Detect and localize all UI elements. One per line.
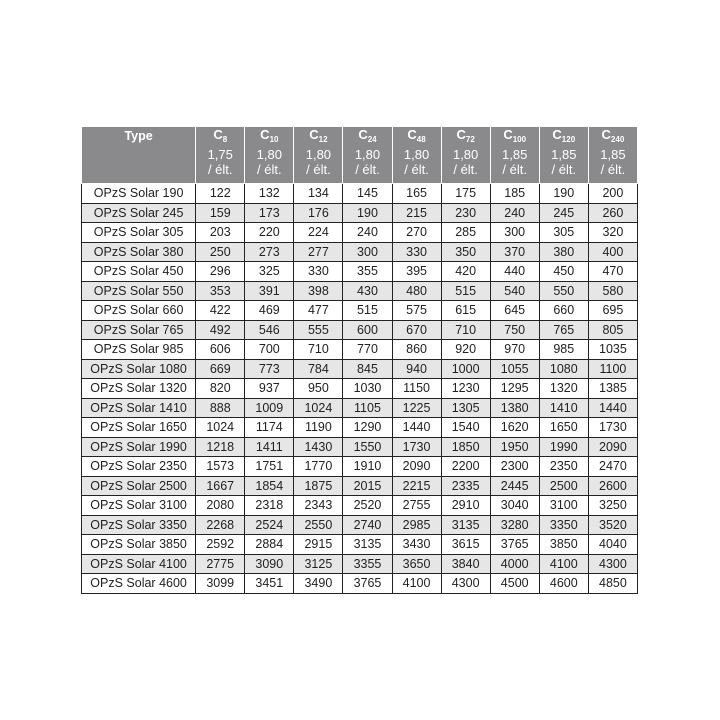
capacity-letter: C (260, 127, 270, 142)
capacity-value-cell: 145 (343, 184, 392, 204)
capacity-value-cell: 175 (441, 184, 490, 204)
capacity-value-cell: 380 (539, 242, 588, 262)
capacity-letter: C (552, 127, 562, 142)
battery-type-cell: OPzS Solar 660 (82, 301, 196, 321)
capacity-value-cell: 4850 (588, 574, 637, 594)
end-voltage: 1,80 (452, 147, 479, 162)
capacity-value-cell: 3135 (441, 515, 490, 535)
capacity-value-cell: 470 (588, 262, 637, 282)
capacity-value-cell: 1573 (196, 457, 245, 477)
end-voltage: 1,85 (600, 147, 626, 162)
capacity-value-cell: 600 (343, 320, 392, 340)
capacity-value-cell: 1225 (392, 398, 441, 418)
voltage-unit: / élt. (306, 162, 331, 177)
capacity-symbol (294, 127, 342, 147)
capacity-letter: C (456, 127, 466, 142)
capacity-value-cell: 1320 (539, 379, 588, 399)
capacity-value-cell: 4040 (588, 535, 637, 555)
capacity-value-cell: 1380 (490, 398, 539, 418)
capacity-value-cell: 285 (441, 223, 490, 243)
end-voltage: 1,85 (502, 147, 528, 162)
capacity-value-cell: 2215 (392, 476, 441, 496)
capacity-value-cell: 277 (294, 242, 343, 262)
capacity-value-cell: 3765 (490, 535, 539, 555)
capacity-value-cell: 1295 (490, 379, 539, 399)
table-row (82, 554, 638, 574)
capacity-value-cell: 440 (490, 262, 539, 282)
table-row (82, 398, 638, 418)
capacity-value-cell: 1305 (441, 398, 490, 418)
capacity-value-cell: 203 (196, 223, 245, 243)
end-voltage: 1,85 (551, 147, 577, 162)
capacity-value-cell: 1190 (294, 418, 343, 438)
capacity-value-cell: 215 (392, 203, 441, 223)
capacity-column-header (490, 127, 539, 184)
capacity-hour-rate: 48 (416, 135, 426, 144)
capacity-value-cell: 1440 (392, 418, 441, 438)
capacity-value-cell: 773 (245, 359, 294, 379)
capacity-value-cell: 305 (539, 223, 588, 243)
voltage-unit: / élt. (257, 162, 282, 177)
capacity-value-cell: 2343 (294, 496, 343, 516)
capacity-value-cell: 398 (294, 281, 343, 301)
capacity-symbol (589, 127, 637, 147)
capacity-value-cell: 1385 (588, 379, 637, 399)
capacity-value-cell: 173 (245, 203, 294, 223)
battery-type-cell: OPzS Solar 1990 (82, 437, 196, 457)
table-row (82, 515, 638, 535)
capacity-value-cell: 3090 (245, 554, 294, 574)
capacity-value-cell: 230 (441, 203, 490, 223)
capacity-value-cell: 1440 (588, 398, 637, 418)
capacity-value-cell: 2200 (441, 457, 490, 477)
capacity-value-cell: 3099 (196, 574, 245, 594)
capacity-value-cell: 3125 (294, 554, 343, 574)
capacity-value-cell: 3520 (588, 515, 637, 535)
capacity-value-cell: 1024 (294, 398, 343, 418)
capacity-value-cell: 920 (441, 340, 490, 360)
capacity-value-cell: 2910 (441, 496, 490, 516)
capacity-column-header (539, 127, 588, 184)
capacity-value-cell: 1650 (539, 418, 588, 438)
capacity-value-cell: 550 (539, 281, 588, 301)
capacity-letter: C (407, 127, 417, 142)
voltage-unit: / élt. (355, 162, 380, 177)
capacity-column-header (392, 127, 441, 184)
capacity-value-cell: 845 (343, 359, 392, 379)
battery-type-cell: OPzS Solar 305 (82, 223, 196, 243)
capacity-value-cell: 580 (588, 281, 637, 301)
capacity-value-cell: 330 (294, 262, 343, 282)
capacity-value-cell: 165 (392, 184, 441, 204)
end-voltage: 1,80 (403, 147, 430, 162)
capacity-symbol (393, 127, 441, 147)
capacity-value-cell: 575 (392, 301, 441, 321)
battery-type-cell: OPzS Solar 1080 (82, 359, 196, 379)
capacity-value-cell: 480 (392, 281, 441, 301)
capacity-hour-rate: 120 (561, 135, 576, 144)
capacity-value-cell: 224 (294, 223, 343, 243)
table-row (82, 457, 638, 477)
table-row (82, 320, 638, 340)
capacity-column-header (588, 127, 637, 184)
capacity-value-cell: 1150 (392, 379, 441, 399)
capacity-value-cell: 300 (343, 242, 392, 262)
capacity-value-cell: 1730 (392, 437, 441, 457)
capacity-value-cell: 350 (441, 242, 490, 262)
table-row (82, 281, 638, 301)
capacity-value-cell: 391 (245, 281, 294, 301)
capacity-value-cell: 3135 (343, 535, 392, 555)
battery-type-cell: OPzS Solar 3100 (82, 496, 196, 516)
voltage-unit: / élt. (453, 162, 478, 177)
capacity-table-container (81, 126, 638, 594)
capacity-value-cell: 1055 (490, 359, 539, 379)
battery-type-cell: OPzS Solar 2500 (82, 476, 196, 496)
end-voltage: 1,80 (305, 147, 332, 162)
capacity-value-cell: 606 (196, 340, 245, 360)
capacity-value-cell: 430 (343, 281, 392, 301)
table-row (82, 418, 638, 438)
capacity-value-cell: 320 (588, 223, 637, 243)
capacity-value-cell: 3040 (490, 496, 539, 516)
capacity-value-cell: 1024 (196, 418, 245, 438)
capacity-value-cell: 1410 (539, 398, 588, 418)
voltage-unit: / élt. (551, 162, 577, 177)
end-voltage: 1,80 (256, 147, 282, 162)
capacity-value-cell: 1751 (245, 457, 294, 477)
capacity-value-cell: 422 (196, 301, 245, 321)
capacity-hour-rate: 240 (610, 135, 625, 144)
capacity-value-cell: 132 (245, 184, 294, 204)
capacity-value-cell: 1218 (196, 437, 245, 457)
capacity-value-cell: 940 (392, 359, 441, 379)
capacity-value-cell: 2350 (539, 457, 588, 477)
capacity-value-cell: 3615 (441, 535, 490, 555)
capacity-value-cell: 353 (196, 281, 245, 301)
table-row (82, 476, 638, 496)
capacity-value-cell: 1290 (343, 418, 392, 438)
capacity-column-header (196, 127, 245, 184)
voltage-unit: / élt. (600, 162, 626, 177)
capacity-value-cell: 540 (490, 281, 539, 301)
capacity-value-cell: 355 (343, 262, 392, 282)
capacity-value-cell: 3765 (343, 574, 392, 594)
capacity-value-cell: 370 (490, 242, 539, 262)
capacity-value-cell: 820 (196, 379, 245, 399)
capacity-value-cell: 2500 (539, 476, 588, 496)
type-column-header: Type (82, 127, 196, 184)
battery-type-cell: OPzS Solar 1320 (82, 379, 196, 399)
table-header (82, 127, 638, 184)
capacity-value-cell: 2524 (245, 515, 294, 535)
battery-type-cell: OPzS Solar 1650 (82, 418, 196, 438)
table-row (82, 359, 638, 379)
capacity-column-header (294, 127, 343, 184)
capacity-letter: C (309, 127, 319, 142)
table-row (82, 242, 638, 262)
table-row (82, 184, 638, 204)
capacity-value-cell: 400 (588, 242, 637, 262)
voltage-unit: / élt. (502, 162, 527, 177)
capacity-value-cell: 695 (588, 301, 637, 321)
capacity-value-cell: 2470 (588, 457, 637, 477)
capacity-value-cell: 1035 (588, 340, 637, 360)
capacity-symbol (491, 127, 539, 147)
capacity-value-cell: 469 (245, 301, 294, 321)
table-row (82, 301, 638, 321)
capacity-value-cell: 3250 (588, 496, 637, 516)
capacity-value-cell: 122 (196, 184, 245, 204)
table-row (82, 535, 638, 555)
capacity-value-cell: 546 (245, 320, 294, 340)
capacity-value-cell: 1030 (343, 379, 392, 399)
table-row (82, 437, 638, 457)
table-row (82, 340, 638, 360)
capacity-value-cell: 2015 (343, 476, 392, 496)
capacity-value-cell: 750 (490, 320, 539, 340)
capacity-value-cell: 270 (392, 223, 441, 243)
battery-type-cell: OPzS Solar 190 (82, 184, 196, 204)
capacity-value-cell: 134 (294, 184, 343, 204)
capacity-value-cell: 1770 (294, 457, 343, 477)
capacity-value-cell: 2740 (343, 515, 392, 535)
capacity-value-cell: 325 (245, 262, 294, 282)
capacity-letter: C (213, 127, 223, 142)
capacity-value-cell: 555 (294, 320, 343, 340)
battery-type-cell: OPzS Solar 3350 (82, 515, 196, 535)
battery-type-cell: OPzS Solar 450 (82, 262, 196, 282)
capacity-letter: C (601, 127, 611, 142)
capacity-value-cell: 3355 (343, 554, 392, 574)
capacity-value-cell: 3850 (539, 535, 588, 555)
capacity-hour-rate: 72 (465, 135, 475, 144)
capacity-value-cell: 3350 (539, 515, 588, 535)
capacity-value-cell: 765 (539, 320, 588, 340)
capacity-value-cell: 515 (343, 301, 392, 321)
capacity-value-cell: 1910 (343, 457, 392, 477)
voltage-unit: / élt. (207, 162, 233, 177)
capacity-value-cell: 240 (490, 203, 539, 223)
table-body (82, 184, 638, 594)
capacity-value-cell: 2520 (343, 496, 392, 516)
capacity-value-cell: 190 (343, 203, 392, 223)
capacity-value-cell: 784 (294, 359, 343, 379)
capacity-value-cell: 2445 (490, 476, 539, 496)
capacity-value-cell: 200 (588, 184, 637, 204)
capacity-value-cell: 770 (343, 340, 392, 360)
capacity-value-cell: 2080 (196, 496, 245, 516)
capacity-value-cell: 645 (490, 301, 539, 321)
battery-type-cell: OPzS Solar 3850 (82, 535, 196, 555)
battery-type-cell: OPzS Solar 985 (82, 340, 196, 360)
table-row (82, 223, 638, 243)
capacity-value-cell: 296 (196, 262, 245, 282)
capacity-hour-rate: 8 (222, 135, 228, 144)
table-row (82, 496, 638, 516)
capacity-value-cell: 970 (490, 340, 539, 360)
capacity-symbol (343, 127, 391, 147)
capacity-symbol (540, 127, 588, 147)
capacity-value-cell: 937 (245, 379, 294, 399)
capacity-value-cell: 4100 (539, 554, 588, 574)
capacity-value-cell: 1009 (245, 398, 294, 418)
capacity-value-cell: 4600 (539, 574, 588, 594)
capacity-value-cell: 660 (539, 301, 588, 321)
table-row (82, 379, 638, 399)
battery-type-cell: OPzS Solar 765 (82, 320, 196, 340)
capacity-value-cell: 950 (294, 379, 343, 399)
capacity-value-cell: 2884 (245, 535, 294, 555)
capacity-hour-rate: 10 (269, 135, 279, 144)
capacity-column-header (245, 127, 294, 184)
capacity-value-cell: 2090 (392, 457, 441, 477)
capacity-value-cell: 2550 (294, 515, 343, 535)
capacity-value-cell: 4300 (588, 554, 637, 574)
capacity-hour-rate: 12 (318, 135, 328, 144)
capacity-value-cell: 2600 (588, 476, 637, 496)
capacity-value-cell: 1230 (441, 379, 490, 399)
capacity-value-cell: 1730 (588, 418, 637, 438)
capacity-value-cell: 2090 (588, 437, 637, 457)
capacity-symbol (196, 127, 244, 147)
capacity-value-cell: 710 (441, 320, 490, 340)
capacity-value-cell: 615 (441, 301, 490, 321)
capacity-value-cell: 1620 (490, 418, 539, 438)
capacity-value-cell: 1080 (539, 359, 588, 379)
capacity-value-cell: 176 (294, 203, 343, 223)
capacity-value-cell: 250 (196, 242, 245, 262)
capacity-value-cell: 3650 (392, 554, 441, 574)
capacity-value-cell: 1854 (245, 476, 294, 496)
capacity-symbol (245, 127, 293, 147)
capacity-value-cell: 3451 (245, 574, 294, 594)
capacity-value-cell: 1174 (245, 418, 294, 438)
capacity-value-cell: 395 (392, 262, 441, 282)
capacity-letter: C (358, 127, 368, 142)
capacity-value-cell: 4000 (490, 554, 539, 574)
capacity-value-cell: 1105 (343, 398, 392, 418)
capacity-value-cell: 985 (539, 340, 588, 360)
table-row (82, 262, 638, 282)
capacity-value-cell: 240 (343, 223, 392, 243)
capacity-letter: C (503, 127, 513, 142)
capacity-value-cell: 1875 (294, 476, 343, 496)
capacity-value-cell: 670 (392, 320, 441, 340)
capacity-value-cell: 477 (294, 301, 343, 321)
capacity-value-cell: 3490 (294, 574, 343, 594)
capacity-value-cell: 2915 (294, 535, 343, 555)
capacity-value-cell: 159 (196, 203, 245, 223)
capacity-value-cell: 1990 (539, 437, 588, 457)
capacity-value-cell: 2268 (196, 515, 245, 535)
battery-type-cell: OPzS Solar 1410 (82, 398, 196, 418)
capacity-value-cell: 1430 (294, 437, 343, 457)
capacity-value-cell: 450 (539, 262, 588, 282)
capacity-value-cell: 2592 (196, 535, 245, 555)
voltage-unit: / élt. (404, 162, 429, 177)
capacity-value-cell: 3100 (539, 496, 588, 516)
capacity-column-header (441, 127, 490, 184)
capacity-value-cell: 1000 (441, 359, 490, 379)
capacity-value-cell: 1411 (245, 437, 294, 457)
capacity-value-cell: 860 (392, 340, 441, 360)
battery-type-cell: OPzS Solar 245 (82, 203, 196, 223)
capacity-value-cell: 2335 (441, 476, 490, 496)
capacity-value-cell: 4100 (392, 574, 441, 594)
capacity-value-cell: 2985 (392, 515, 441, 535)
capacity-value-cell: 888 (196, 398, 245, 418)
battery-type-cell: OPzS Solar 2350 (82, 457, 196, 477)
battery-type-cell: OPzS Solar 4100 (82, 554, 196, 574)
capacity-value-cell: 220 (245, 223, 294, 243)
capacity-value-cell: 492 (196, 320, 245, 340)
capacity-value-cell: 273 (245, 242, 294, 262)
capacity-value-cell: 260 (588, 203, 637, 223)
capacity-value-cell: 185 (490, 184, 539, 204)
capacity-value-cell: 2755 (392, 496, 441, 516)
battery-type-cell: OPzS Solar 4600 (82, 574, 196, 594)
capacity-value-cell: 300 (490, 223, 539, 243)
capacity-value-cell: 805 (588, 320, 637, 340)
table-row (82, 574, 638, 594)
capacity-value-cell: 2775 (196, 554, 245, 574)
capacity-value-cell: 4300 (441, 574, 490, 594)
header-row (82, 127, 638, 184)
capacity-value-cell: 700 (245, 340, 294, 360)
table-row (82, 203, 638, 223)
capacity-value-cell: 3430 (392, 535, 441, 555)
capacity-value-cell: 669 (196, 359, 245, 379)
capacity-value-cell: 420 (441, 262, 490, 282)
capacity-value-cell: 190 (539, 184, 588, 204)
capacity-value-cell: 1850 (441, 437, 490, 457)
capacity-value-cell: 710 (294, 340, 343, 360)
capacity-value-cell: 245 (539, 203, 588, 223)
battery-type-cell: OPzS Solar 380 (82, 242, 196, 262)
capacity-value-cell: 2300 (490, 457, 539, 477)
capacity-value-cell: 4500 (490, 574, 539, 594)
capacity-value-cell: 330 (392, 242, 441, 262)
capacity-symbol (442, 127, 490, 147)
capacity-value-cell: 1100 (588, 359, 637, 379)
capacity-value-cell: 3280 (490, 515, 539, 535)
capacity-value-cell: 2318 (245, 496, 294, 516)
capacity-hour-rate: 100 (512, 135, 527, 144)
end-voltage: 1,80 (354, 147, 381, 162)
capacity-table (81, 126, 638, 594)
capacity-value-cell: 515 (441, 281, 490, 301)
capacity-value-cell: 1540 (441, 418, 490, 438)
capacity-value-cell: 1667 (196, 476, 245, 496)
capacity-value-cell: 1950 (490, 437, 539, 457)
capacity-value-cell: 1550 (343, 437, 392, 457)
capacity-value-cell: 3840 (441, 554, 490, 574)
capacity-column-header (343, 127, 392, 184)
end-voltage: 1,75 (207, 147, 233, 162)
battery-type-cell: OPzS Solar 550 (82, 281, 196, 301)
capacity-hour-rate: 24 (367, 135, 377, 144)
